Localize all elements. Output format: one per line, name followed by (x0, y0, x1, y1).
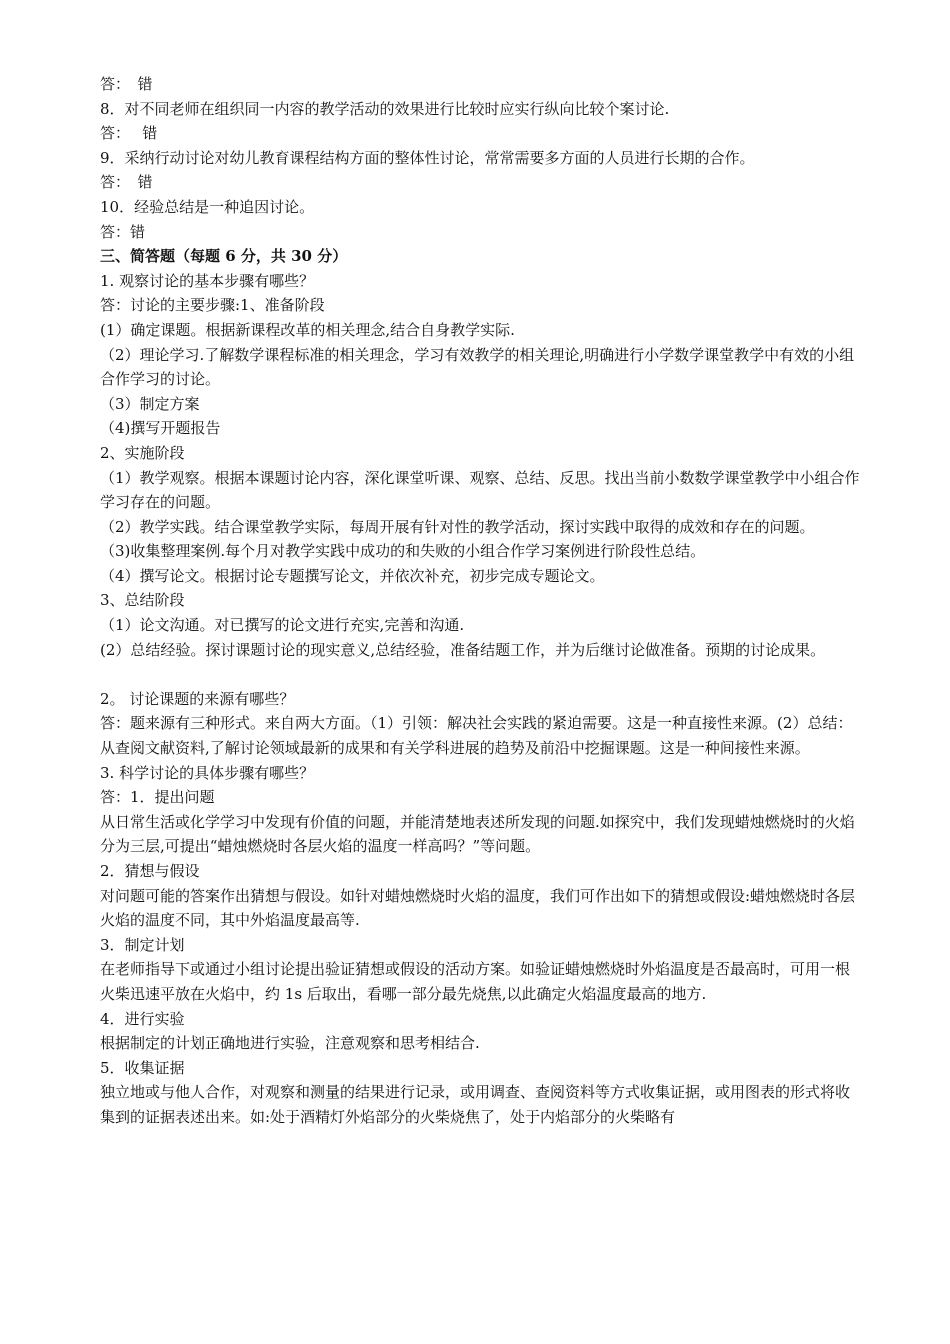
text-line: 在老师指导下或通过小组讨论提出验证猜想或假设的活动方案。如验证蜡烛燃烧时外焰温度是否最高时，可用一根火柴迅速平放在火焰中，约 1s 后取出，看哪一部分最先烧焦,以此确定火焰温度最高的地方. (100, 960, 851, 1003)
text-line: 9．采纳行动讨论对幼儿教育课程结构方面的整体性讨论，常常需要多方面的人员进行长期的合作。 (100, 148, 755, 167)
question-line: 2。 讨论课题的来源有哪些？ (100, 689, 295, 708)
text-line: 10．经验总结是一种追因讨论。 (100, 197, 315, 216)
document-page (100, 72, 860, 1130)
text-line: 答：讨论的主要步骤:1、准备阶段 (100, 296, 325, 315)
section-heading: 三、简答题（每题 6 分，共 30 分） (100, 247, 348, 266)
text-line: 答： 错 (100, 173, 153, 192)
blank-line (100, 662, 860, 687)
text-line: （2）理论学习.了解数学课程标准的相关理念，学习有效教学的相关理论,明确进行小学数学课堂教学中有效的小组合作学习的讨论。 (100, 345, 855, 389)
text-line: 独立地或与他人合作，对观察和测量的结果进行记录，或用调查、查阅资料等方式收集证据，或用图表的形式将收集到的证据表述出来。如:处于酒精灯外焰部分的火柴烧焦了，处于内焰部分的火柴略有 (100, 1083, 851, 1126)
text-line: 对问题可能的答案作出猜想与假设。如针对蜡烛燃烧时火焰的温度，我们可作出如下的猜想或假设:蜡烛燃烧时各层火焰的温度不同，其中外焰温度最高等. (100, 886, 856, 930)
text-line: 4．进行实验 (100, 1009, 185, 1028)
text-line: (2）总结经验。探讨课题讨论的现实意义,总结经验，准备结题工作，并为后继讨论做准备。预期的讨论成果。 (100, 640, 826, 659)
text-line: 答：错 (100, 222, 146, 241)
text-line: 答： 错 (100, 75, 153, 93)
text-line: 答：题来源有三种形式。来自两大方面。（1）引领：解决社会实践的紧迫需要。这是一种直接性来源。(2）总结：从查阅文献资料,了解讨论领域最新的成果和有关学科进展的趋势及前沿中挖掘课题。这是一种间接性来源。 (100, 714, 853, 758)
question-line: 3. 科学讨论的具体步骤有哪些？ (100, 763, 315, 782)
text-line: （3）制定方案 (100, 394, 200, 413)
text-line: 3．制定计划 (100, 935, 185, 954)
text-line: 答：1．提出问题 (100, 788, 215, 807)
text-line: (1）确定课题。根据新课程改革的相关理念,结合自身教学实际. (100, 320, 515, 339)
text-line: （1）论文沟通。对已撰写的论文进行充实,完善和沟通. (100, 616, 465, 635)
text-line: 从日常生活或化学学习中发现有价值的问题，并能清楚地表述所发现的问题.如探究中，我们发现蜡烛燃烧时的火焰分为三层,可提出“蜡烛燃烧时各层火焰的温度一样高吗？”等问题。 (100, 812, 855, 856)
text-line: （4)撰写开题报告 (100, 419, 221, 438)
question-line: 1. 观察讨论的基本步骤有哪些？ (100, 271, 315, 290)
text-line: 根据制定的计划正确地进行实验，注意观察和思考相结合. (100, 1034, 480, 1053)
text-line: （3)收集整理案例.每个月对教学实践中成功的和失败的小组合作学习案例进行阶段性总结。 (100, 542, 706, 561)
text-line: （2）教学实践。结合课堂教学实际，每周开展有针对性的教学活动，探讨实践中取得的成效和存在的问题。 (100, 517, 815, 536)
text-line: 3、总结阶段 (100, 591, 185, 610)
text-line: （4）撰写论文。根据讨论专题撰写论文，并依次补充，初步完成专题论文。 (100, 566, 605, 585)
text-line: 2．猜想与假设 (100, 862, 200, 880)
text-line: （1）教学观察。根据本课题讨论内容，深化课堂听课、观察、总结、反思。找出当前小数数学课堂教学中小组合作学习存在的问题。 (100, 468, 860, 512)
text-line: 5．收集证据 (100, 1058, 185, 1077)
text-line: 2、实施阶段 (100, 443, 185, 462)
text-line: 8．对不同老师在组织同一内容的教学活动的效果进行比较时应实行纵向比较个案讨论. (100, 99, 670, 118)
text-line: 答： 错 (100, 124, 158, 143)
